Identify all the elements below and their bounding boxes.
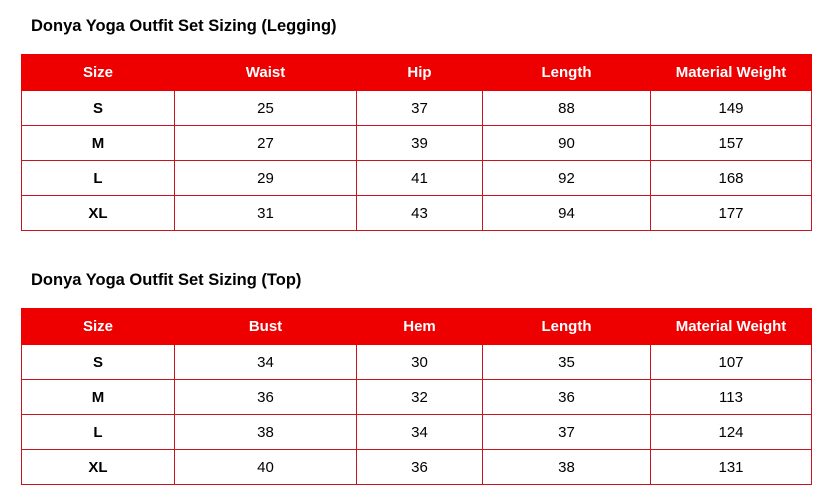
table-row <box>22 91 812 126</box>
column-header-material-weight: Material Weight <box>651 55 812 91</box>
column-header-size: Size <box>22 309 175 345</box>
hip-cell: 37 <box>357 91 483 126</box>
top-size-table <box>21 308 812 485</box>
table-header-row <box>22 309 812 345</box>
table-row <box>22 161 812 196</box>
material-weight-cell: 177 <box>651 196 812 231</box>
size-cell: M <box>22 380 175 415</box>
table-header-row <box>22 55 812 91</box>
size-cell: L <box>22 161 175 196</box>
hem-cell: 30 <box>357 345 483 380</box>
size-cell: M <box>22 126 175 161</box>
table-row <box>22 415 812 450</box>
waist-cell: 25 <box>175 91 357 126</box>
material-weight-cell: 149 <box>651 91 812 126</box>
waist-cell: 27 <box>175 126 357 161</box>
bust-cell: 34 <box>175 345 357 380</box>
hem-cell: 36 <box>357 450 483 485</box>
bust-cell: 38 <box>175 415 357 450</box>
hip-cell: 43 <box>357 196 483 231</box>
table-row <box>22 380 812 415</box>
table-row <box>22 345 812 380</box>
length-cell: 92 <box>483 161 651 196</box>
table-row <box>22 450 812 485</box>
column-header-bust: Bust <box>175 309 357 345</box>
hip-cell: 41 <box>357 161 483 196</box>
length-cell: 35 <box>483 345 651 380</box>
column-header-length: Length <box>483 309 651 345</box>
table-row <box>22 126 812 161</box>
material-weight-cell: 168 <box>651 161 812 196</box>
hip-cell: 39 <box>357 126 483 161</box>
column-header-waist: Waist <box>175 55 357 91</box>
column-header-hem: Hem <box>357 309 483 345</box>
size-cell: S <box>22 345 175 380</box>
table-row <box>22 196 812 231</box>
size-cell: L <box>22 415 175 450</box>
column-header-material-weight: Material Weight <box>651 309 812 345</box>
size-cell: S <box>22 91 175 126</box>
column-header-hip: Hip <box>357 55 483 91</box>
material-weight-cell: 124 <box>651 415 812 450</box>
bust-cell: 40 <box>175 450 357 485</box>
length-cell: 38 <box>483 450 651 485</box>
material-weight-cell: 131 <box>651 450 812 485</box>
length-cell: 37 <box>483 415 651 450</box>
material-weight-cell: 107 <box>651 345 812 380</box>
legging-size-table <box>21 54 812 231</box>
length-cell: 88 <box>483 91 651 126</box>
length-cell: 90 <box>483 126 651 161</box>
top-table-title: Donya Yoga Outfit Set Sizing (Top) <box>31 271 302 289</box>
hem-cell: 32 <box>357 380 483 415</box>
legging-table-title: Donya Yoga Outfit Set Sizing (Legging) <box>31 17 337 35</box>
waist-cell: 31 <box>175 196 357 231</box>
column-header-size: Size <box>22 55 175 91</box>
length-cell: 94 <box>483 196 651 231</box>
column-header-length: Length <box>483 55 651 91</box>
waist-cell: 29 <box>175 161 357 196</box>
material-weight-cell: 157 <box>651 126 812 161</box>
bust-cell: 36 <box>175 380 357 415</box>
hem-cell: 34 <box>357 415 483 450</box>
size-cell: XL <box>22 196 175 231</box>
size-cell: XL <box>22 450 175 485</box>
material-weight-cell: 113 <box>651 380 812 415</box>
length-cell: 36 <box>483 380 651 415</box>
